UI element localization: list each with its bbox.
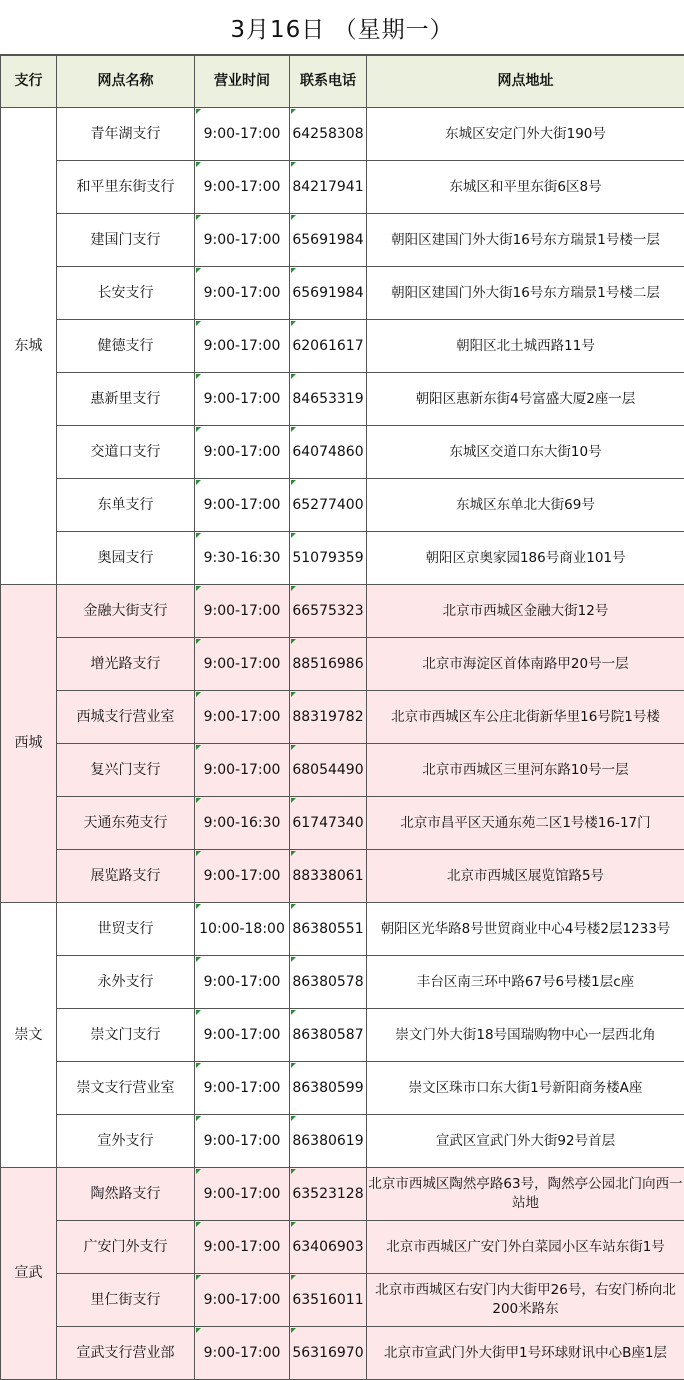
- phone-cell[interactable]: 56316970: [290, 1327, 367, 1380]
- phone-cell[interactable]: 65277400: [290, 479, 367, 532]
- address-cell[interactable]: 北京市昌平区天通东苑二区1号楼16-17门: [367, 797, 684, 850]
- address-cell[interactable]: 北京市宣武门外大街甲1号环球财讯中心B座1层: [367, 1327, 684, 1380]
- phone-cell[interactable]: 86380551: [290, 903, 367, 956]
- name-cell[interactable]: 建国门支行: [57, 214, 195, 267]
- table-row: [1, 1327, 684, 1380]
- hours-cell[interactable]: 9:00-16:30: [195, 797, 290, 850]
- table-body: [1, 108, 684, 1380]
- sheet-title: 3月16日 （星期一）: [0, 0, 684, 55]
- name-cell[interactable]: 崇文支行营业室: [57, 1062, 195, 1115]
- table-row: [1, 638, 684, 691]
- hours-cell[interactable]: 9:00-17:00: [195, 320, 290, 373]
- name-cell[interactable]: 交道口支行: [57, 426, 195, 479]
- table-row: [1, 691, 684, 744]
- phone-cell[interactable]: 63406903: [290, 1221, 367, 1274]
- hours-cell[interactable]: 9:30-16:30: [195, 532, 290, 585]
- table-row: [1, 479, 684, 532]
- phone-cell[interactable]: 65691984: [290, 267, 367, 320]
- phone-cell[interactable]: 88319782: [290, 691, 367, 744]
- hours-cell[interactable]: 9:00-17:00: [195, 426, 290, 479]
- name-cell[interactable]: 宣外支行: [57, 1115, 195, 1168]
- address-cell[interactable]: 北京市西城区车公庄北街新华里16号院1号楼: [367, 691, 684, 744]
- header-phone[interactable]: 联系电话: [290, 56, 367, 108]
- table-row: [1, 320, 684, 373]
- address-cell[interactable]: 丰台区南三环中路67号6号楼1层c座: [367, 956, 684, 1009]
- name-cell[interactable]: 天通东苑支行: [57, 797, 195, 850]
- table-row: [1, 1009, 684, 1062]
- table-row: [1, 956, 684, 1009]
- name-cell[interactable]: 健德支行: [57, 320, 195, 373]
- address-cell[interactable]: 朝阳区光华路8号世贸商业中心4号楼2层1233号: [367, 903, 684, 956]
- name-cell[interactable]: 陶然路支行: [57, 1168, 195, 1221]
- phone-cell[interactable]: 64074860: [290, 426, 367, 479]
- hours-cell[interactable]: 9:00-17:00: [195, 1327, 290, 1380]
- name-cell[interactable]: 和平里东街支行: [57, 161, 195, 214]
- header-region[interactable]: 支行: [1, 56, 57, 108]
- phone-cell[interactable]: 66575323: [290, 585, 367, 638]
- phone-cell[interactable]: 84653319: [290, 373, 367, 426]
- table-row: [1, 1221, 684, 1274]
- table-row: [1, 1168, 684, 1221]
- hours-cell[interactable]: 9:00-17:00: [195, 479, 290, 532]
- name-cell[interactable]: 西城支行营业室: [57, 691, 195, 744]
- name-cell[interactable]: 展览路支行: [57, 850, 195, 903]
- branch-table: [0, 55, 684, 1380]
- name-cell[interactable]: 世贸支行: [57, 903, 195, 956]
- table-row: [1, 214, 684, 267]
- address-cell[interactable]: 东城区和平里东街6区8号: [367, 161, 684, 214]
- phone-cell[interactable]: 88338061: [290, 850, 367, 903]
- name-cell[interactable]: 东单支行: [57, 479, 195, 532]
- address-cell[interactable]: 北京市西城区三里河东路10号一层: [367, 744, 684, 797]
- hours-cell[interactable]: 9:00-17:00: [195, 1221, 290, 1274]
- phone-cell[interactable]: 51079359: [290, 532, 367, 585]
- region-cell[interactable]: 西城: [1, 585, 57, 903]
- address-cell[interactable]: 朝阳区建国门外大街16号东方瑞景1号楼一层: [367, 214, 684, 267]
- table-row: [1, 532, 684, 585]
- address-cell[interactable]: 朝阳区京奥家园186号商业101号: [367, 532, 684, 585]
- hours-cell[interactable]: 9:00-17:00: [195, 638, 290, 691]
- name-cell[interactable]: 里仁街支行: [57, 1274, 195, 1327]
- hours-cell[interactable]: 9:00-17:00: [195, 1168, 290, 1221]
- address-cell[interactable]: 北京市西城区金融大街12号: [367, 585, 684, 638]
- table-row: [1, 426, 684, 479]
- phone-cell[interactable]: 62061617: [290, 320, 367, 373]
- hours-cell[interactable]: 9:00-17:00: [195, 1115, 290, 1168]
- header-row: [1, 56, 684, 108]
- name-cell[interactable]: 崇文门支行: [57, 1009, 195, 1062]
- address-cell[interactable]: 东城区东单北大街69号: [367, 479, 684, 532]
- table-row: [1, 161, 684, 214]
- phone-cell[interactable]: 68054490: [290, 744, 367, 797]
- table-row: [1, 108, 684, 161]
- table-row: [1, 903, 684, 956]
- hours-cell[interactable]: 9:00-17:00: [195, 1062, 290, 1115]
- phone-cell[interactable]: 86380619: [290, 1115, 367, 1168]
- address-cell[interactable]: 宣武区宣武门外大街92号首层: [367, 1115, 684, 1168]
- hours-cell[interactable]: 9:00-17:00: [195, 1274, 290, 1327]
- name-cell[interactable]: 广安门外支行: [57, 1221, 195, 1274]
- hours-cell[interactable]: 9:00-17:00: [195, 108, 290, 161]
- table-row: [1, 373, 684, 426]
- address-cell[interactable]: 崇文门外大街18号国瑞购物中心一层西北角: [367, 1009, 684, 1062]
- address-cell[interactable]: 朝阳区北土城西路11号: [367, 320, 684, 373]
- table-row: [1, 1062, 684, 1115]
- phone-cell[interactable]: 63523128: [290, 1168, 367, 1221]
- name-cell[interactable]: 宣武支行营业部: [57, 1327, 195, 1380]
- table-row: [1, 850, 684, 903]
- phone-cell[interactable]: 63516011: [290, 1274, 367, 1327]
- table-row: [1, 1274, 684, 1327]
- hours-cell[interactable]: 9:00-17:00: [195, 691, 290, 744]
- phone-cell[interactable]: 86380578: [290, 956, 367, 1009]
- address-cell[interactable]: 北京市西城区右安门内大街甲26号，右安门桥向北200米路东: [367, 1274, 684, 1327]
- address-cell[interactable]: 北京市西城区展览馆路5号: [367, 850, 684, 903]
- hours-cell[interactable]: 9:00-17:00: [195, 267, 290, 320]
- address-cell[interactable]: 朝阳区建国门外大街16号东方瑞景1号楼二层: [367, 267, 684, 320]
- phone-cell[interactable]: 86380587: [290, 1009, 367, 1062]
- hours-cell[interactable]: 9:00-17:00: [195, 850, 290, 903]
- table-row: [1, 585, 684, 638]
- address-cell[interactable]: 崇文区珠市口东大街1号新阳商务楼A座: [367, 1062, 684, 1115]
- phone-cell[interactable]: 61747340: [290, 797, 367, 850]
- table-row: [1, 744, 684, 797]
- region-cell[interactable]: 崇文: [1, 903, 57, 1168]
- address-cell[interactable]: 北京市海淀区首体南路甲20号一层: [367, 638, 684, 691]
- table-row: [1, 1115, 684, 1168]
- phone-cell[interactable]: 65691984: [290, 214, 367, 267]
- table-row: [1, 267, 684, 320]
- name-cell[interactable]: 增光路支行: [57, 638, 195, 691]
- phone-cell[interactable]: 84217941: [290, 161, 367, 214]
- name-cell[interactable]: 金融大街支行: [57, 585, 195, 638]
- name-cell[interactable]: 奥园支行: [57, 532, 195, 585]
- phone-cell[interactable]: 64258308: [290, 108, 367, 161]
- address-cell[interactable]: 东城区安定门外大街190号: [367, 108, 684, 161]
- address-cell[interactable]: 北京市西城区广安门外白菜园小区车站东街1号: [367, 1221, 684, 1274]
- name-cell[interactable]: 青年湖支行: [57, 108, 195, 161]
- name-cell[interactable]: 复兴门支行: [57, 744, 195, 797]
- header-address[interactable]: 网点地址: [367, 56, 684, 108]
- name-cell[interactable]: 永外支行: [57, 956, 195, 1009]
- hours-cell[interactable]: 9:00-17:00: [195, 214, 290, 267]
- hours-cell[interactable]: 9:00-17:00: [195, 585, 290, 638]
- hours-cell[interactable]: 9:00-17:00: [195, 744, 290, 797]
- address-cell[interactable]: 北京市西城区陶然亭路63号，陶然亭公园北门向西一站地: [367, 1168, 684, 1221]
- phone-cell[interactable]: 88516986: [290, 638, 367, 691]
- name-cell[interactable]: 惠新里支行: [57, 373, 195, 426]
- phone-cell[interactable]: 86380599: [290, 1062, 367, 1115]
- region-cell[interactable]: 东城: [1, 108, 57, 585]
- hours-cell[interactable]: 9:00-17:00: [195, 161, 290, 214]
- hours-cell[interactable]: 9:00-17:00: [195, 956, 290, 1009]
- table-row: [1, 797, 684, 850]
- header-hours[interactable]: 营业时间: [195, 56, 290, 108]
- region-cell[interactable]: 宣武: [1, 1168, 57, 1380]
- address-cell[interactable]: 东城区交道口东大街10号: [367, 426, 684, 479]
- address-cell[interactable]: 朝阳区惠新东街4号富盛大厦2座一层: [367, 373, 684, 426]
- name-cell[interactable]: 长安支行: [57, 267, 195, 320]
- hours-cell[interactable]: 9:00-17:00: [195, 1009, 290, 1062]
- hours-cell[interactable]: 9:00-17:00: [195, 373, 290, 426]
- header-name[interactable]: 网点名称: [57, 56, 195, 108]
- hours-cell[interactable]: 10:00-18:00: [195, 903, 290, 956]
